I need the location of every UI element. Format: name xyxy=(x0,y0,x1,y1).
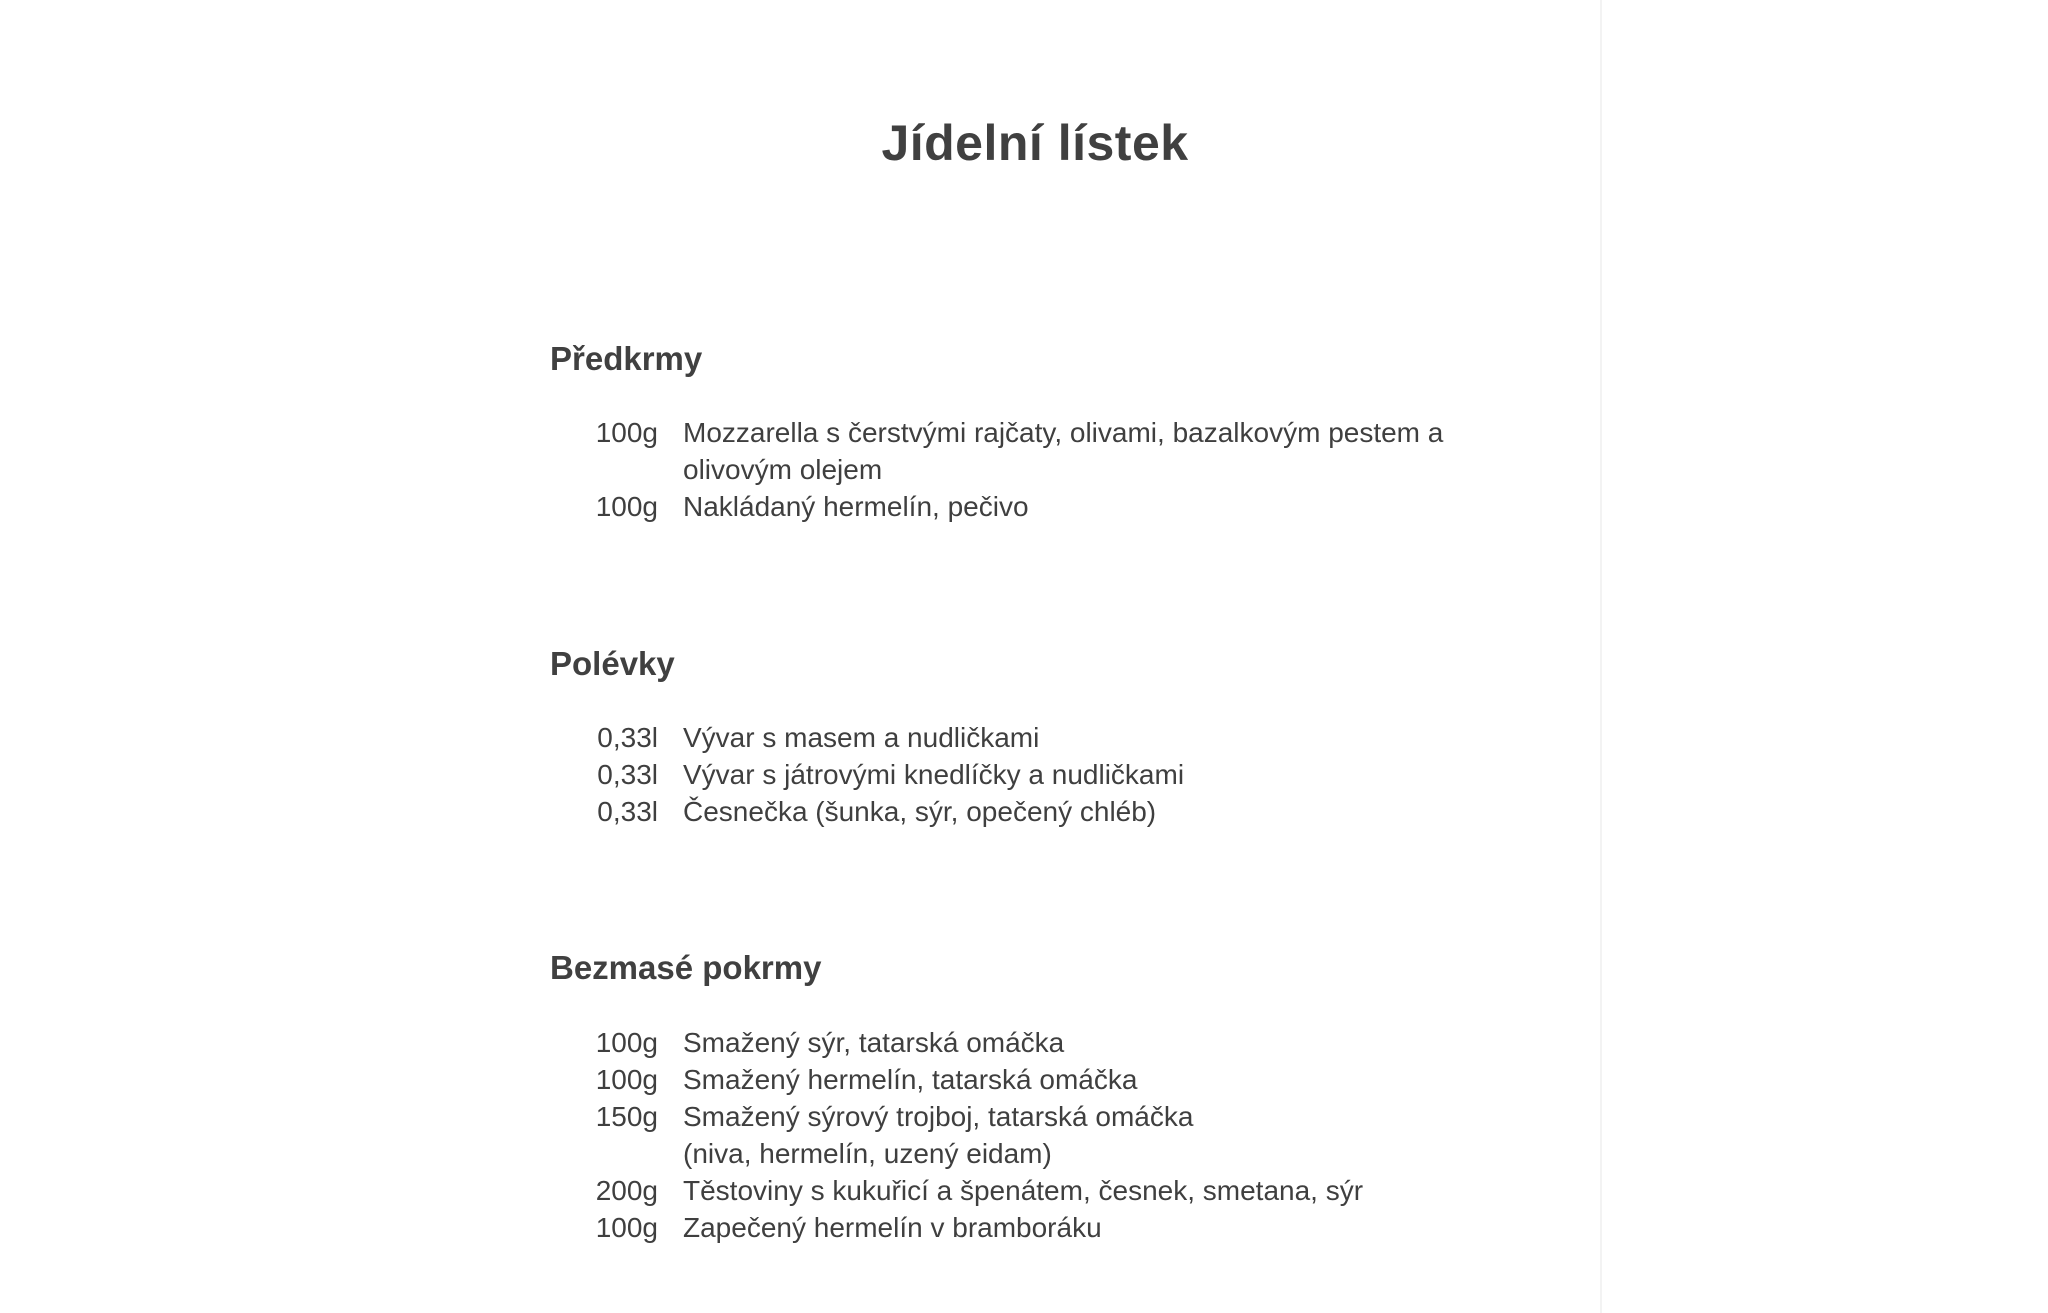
item-quantity: 100g xyxy=(595,1064,658,1095)
item-description: Smažený hermelín, tatarská omáčka xyxy=(683,1064,1138,1095)
section-heading: Bezmasé pokrmy xyxy=(550,949,822,986)
item-description: Česnečka (šunka, sýr, opečený chléb) xyxy=(683,796,1157,827)
section-polevky xyxy=(550,645,1550,827)
section-heading: Předkrmy xyxy=(550,340,703,377)
menu-item xyxy=(550,1209,1563,1246)
item-quantity: 100g xyxy=(595,417,658,448)
item-description: Nakládaný hermelín, pečivo xyxy=(683,491,1029,522)
item-quantity: 0,33l xyxy=(597,759,658,790)
item-description: Vývar s masem a nudličkami xyxy=(683,722,1040,753)
menu-item xyxy=(550,1172,1563,1209)
section-predkrmy xyxy=(550,340,1550,522)
item-quantity: 0,33l xyxy=(597,796,658,827)
menu-item xyxy=(550,1024,1563,1061)
menu-item xyxy=(550,756,1563,793)
item-quantity: 200g xyxy=(595,1175,658,1206)
item-quantity: 100g xyxy=(595,491,658,522)
menu-page xyxy=(470,0,1600,1313)
section-bezmase-pokrmy xyxy=(550,949,1550,1243)
menu-item xyxy=(550,488,1563,525)
menu-item xyxy=(550,793,1563,830)
item-description: Vývar s játrovými knedlíčky a nudličkami xyxy=(683,759,1185,790)
item-description: Zapečený hermelín v bramboráku xyxy=(683,1212,1102,1243)
section-heading: Polévky xyxy=(550,645,675,682)
menu-item xyxy=(550,1061,1563,1098)
item-quantity: 100g xyxy=(595,1027,658,1058)
menu-item xyxy=(550,719,1563,756)
item-description: Těstoviny s kukuřicí a špenátem, česnek, smetana, sýr xyxy=(683,1175,1364,1206)
page-title: Jídelní lístek xyxy=(881,115,1189,171)
menu-item-list xyxy=(550,719,1563,830)
item-description: Smažený sýrový trojboj, tatarská omáčka (niva, hermelín, uzený eidam) xyxy=(683,1101,1194,1169)
menu-item-list xyxy=(550,1024,1563,1246)
item-quantity: 0,33l xyxy=(597,722,658,753)
menu-item xyxy=(550,1098,1563,1172)
menu-item-list xyxy=(550,414,1563,525)
item-description: Mozzarella s čerstvými rajčaty, olivami, bazalkovým pestem a olivovým olejem xyxy=(683,417,1444,485)
menu-item xyxy=(550,414,1563,488)
item-description: Smažený sýr, tatarská omáčka xyxy=(683,1027,1065,1058)
item-quantity: 150g xyxy=(595,1101,658,1132)
item-quantity: 100g xyxy=(595,1212,658,1243)
